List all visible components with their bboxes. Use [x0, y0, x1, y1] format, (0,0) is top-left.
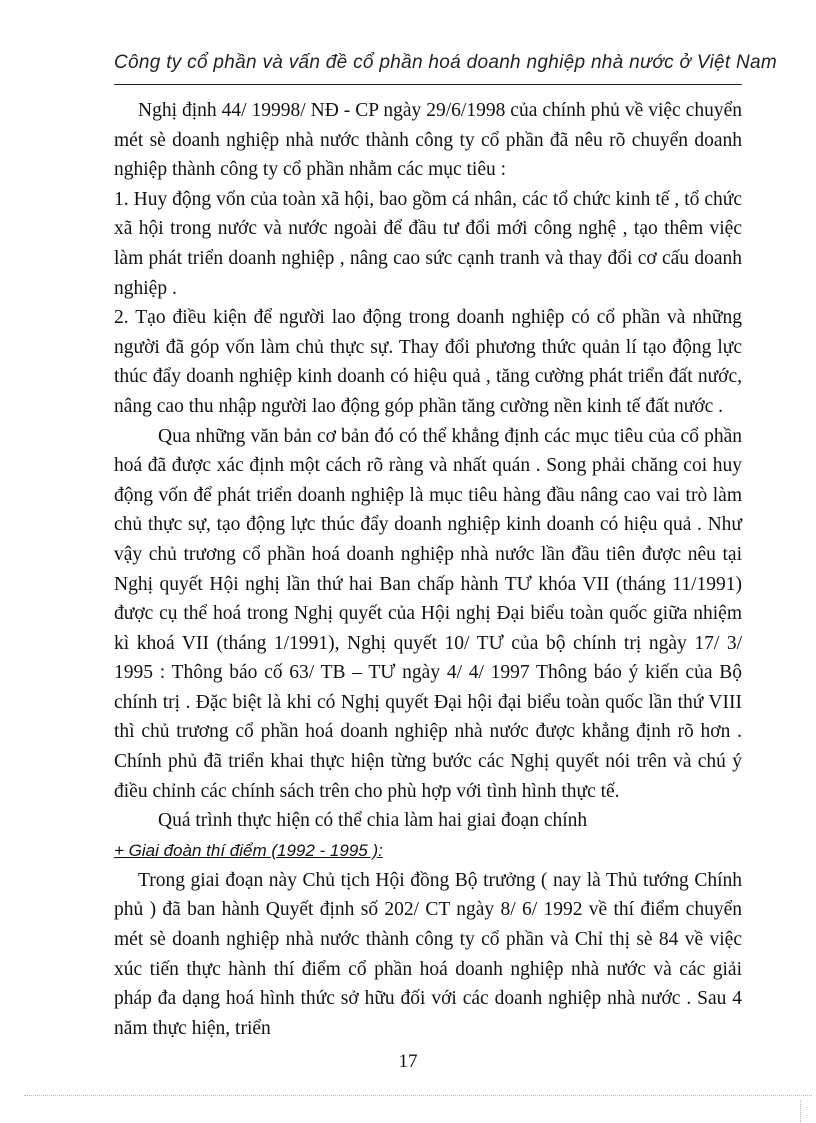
page-boundary-vertical [800, 1100, 801, 1123]
page-number: 17 [398, 1051, 418, 1072]
header-title: Công ty cổ phần và vấn đề cổ phần hoá doanh nghiệp nhà nước ở Việt Nam [114, 52, 778, 73]
page-boundary-horizontal [24, 1095, 812, 1096]
paragraph-conclusion: Qua những văn bản cơ bản đó có thể khẳng định các mục tiêu của cổ phần hoá đã được xác định một cách rõ ràng và nhất quán . Song phải chăng coi huy động vốn để phát triển doanh nghiệp là mục tiêu hàng đầu nâng cao vai trò làm chủ thực sự, tạo động lực thúc đẩy doanh nghiệp kinh doanh có hiệu quả . Như vậy chủ trương cổ phần hoá doanh nghiệp nhà nước lần đầu tiên được nêu tại Nghị quyết Hội nghị lần thứ hai Ban chấp hành TƯ khóa VII (tháng 11/1991) được cụ thể hoá trong Nghị quyết của Hội nghị Đại biểu toàn quốc giữa nhiệm kì khoá VII (tháng 1/1991), Nghị quyết 10/ TƯ của bộ chính trị ngày 17/ 3/ 1995 : Thông báo cố 63/ TB – TƯ ngày 4/ 4/ 1997 Thông báo ý kiến của Bộ chính trị . Đặc biệt là khi có Nghị quyết Đại hội đại biểu toàn quốc lần thứ VIII thì chủ trương cổ phần hoá doanh nghiệp nhà nước được khẳng định rõ hơn . Chính phủ đã triển khai thực hiện từng bước các Nghị quyết nói trên và chú ý điều chỉnh các chính sách trên cho phù hợp với tình hình thực tế. [114, 425, 742, 802]
body-text [114, 96, 742, 1043]
section-heading: + Giai đoàn thí điểm (1992 - 1995 ): [114, 840, 383, 860]
paragraph-phases-intro: Quá trình thực hiện có thể chia làm hai giai đoạn chính [158, 810, 588, 832]
paragraph-decree: Nghị định 44/ 19998/ NĐ - CP ngày 29/6/1998 của chính phủ về việc chuyển mét sè doanh nghiệp nhà nước thành công ty cổ phần đã nêu rõ chuyển doanh nghiệp thành công ty cổ phần nhằm các mục tiêu : [114, 100, 742, 181]
paragraph-objective-1: 1. Huy động vốn của toàn xã hội, bao gồm cá nhân, các tổ chức kinh tế , tổ chức xã hội trong nước và nước ngoài để đầu tư đổi mới công nghệ , tạo thêm việc làm phát triển doanh nghiệp , nâng cao sức cạnh tranh và thay đổi cơ cấu doanh nghiệp . [114, 188, 742, 299]
running-header [114, 44, 778, 85]
paragraph-pilot-phase: Trong giai đoạn này Chủ tịch Hội đồng Bộ trưởng ( nay là Thủ tướng Chính phủ ) đã ban hành Quyết định số 202/ CT ngày 8/ 6/ 1992 về thí điểm chuyển mét sè doanh nghiệp nhà nước thành công ty cổ phần và Chỉ thị sè 84 về việc xúc tiến thực hành thí điểm cổ phần hoá doanh nghiệp nhà nước và các giải pháp đa dạng hoá hình thức sở hữu đối với các doanh nghiệp nhà nước . Sau 4 năm thực hiện, triển [114, 869, 742, 1039]
paragraph-objective-2: 2. Tạo điều kiện để người lao động trong doanh nghiệp có cổ phần và những người đã góp vốn làm chủ thực sự. Thay đổi phương thức quản lí tạo động lực thúc đẩy doanh nghiệp kinh doanh có hiệu quả , tăng cường phát triển đất nước, nâng cao thu nhập người lao động góp phần tăng cường nền kinh tế đất nước . [114, 307, 742, 417]
